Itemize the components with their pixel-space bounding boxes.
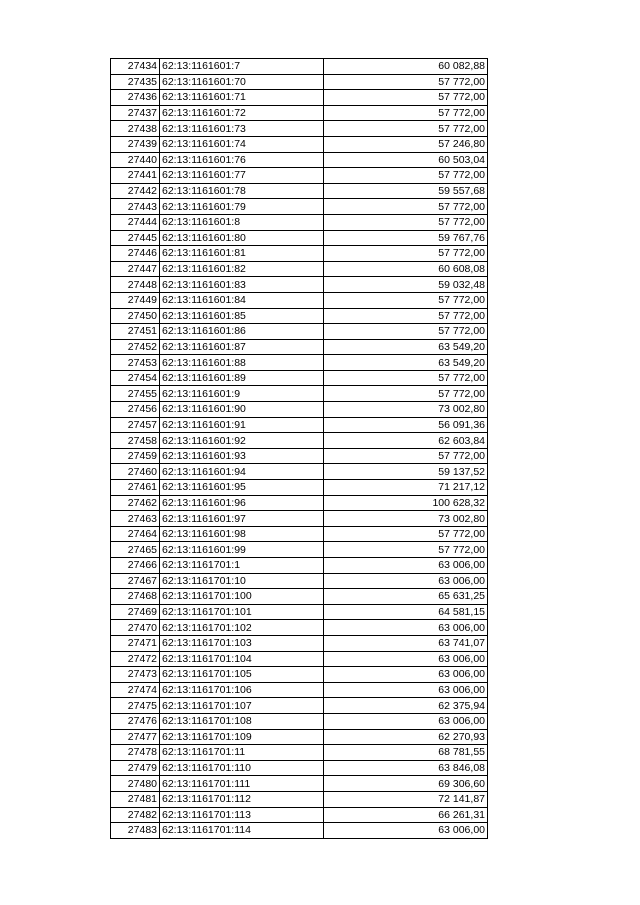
table-row bbox=[111, 620, 488, 636]
value-cell: 63 549,20 bbox=[324, 355, 488, 371]
cadastral-number-cell: 62:13:1161701:104 bbox=[160, 651, 324, 667]
cadastral-value-table bbox=[110, 58, 488, 839]
value-cell: 72 141,87 bbox=[324, 791, 488, 807]
value-cell: 57 772,00 bbox=[324, 90, 488, 106]
row-number-cell: 27453 bbox=[111, 355, 160, 371]
row-number-cell: 27469 bbox=[111, 604, 160, 620]
value-cell: 57 772,00 bbox=[324, 199, 488, 215]
table-row bbox=[111, 433, 488, 449]
table-row bbox=[111, 59, 488, 75]
table-row bbox=[111, 480, 488, 496]
row-number-cell: 27446 bbox=[111, 246, 160, 262]
cadastral-number-cell: 62:13:1161601:99 bbox=[160, 542, 324, 558]
cadastral-number-cell: 62:13:1161601:79 bbox=[160, 199, 324, 215]
table-row bbox=[111, 324, 488, 340]
value-cell: 63 006,00 bbox=[324, 620, 488, 636]
value-cell: 63 006,00 bbox=[324, 667, 488, 683]
cadastral-number-cell: 62:13:1161701:112 bbox=[160, 791, 324, 807]
table-row bbox=[111, 261, 488, 277]
cadastral-number-cell: 62:13:1161701:1 bbox=[160, 558, 324, 574]
value-cell: 57 772,00 bbox=[324, 324, 488, 340]
value-cell: 65 631,25 bbox=[324, 589, 488, 605]
table-row bbox=[111, 745, 488, 761]
row-number-cell: 27470 bbox=[111, 620, 160, 636]
row-number-cell: 27438 bbox=[111, 121, 160, 137]
row-number-cell: 27465 bbox=[111, 542, 160, 558]
table-row bbox=[111, 604, 488, 620]
table-row bbox=[111, 807, 488, 823]
row-number-cell: 27474 bbox=[111, 682, 160, 698]
cadastral-number-cell: 62:13:1161601:92 bbox=[160, 433, 324, 449]
row-number-cell: 27444 bbox=[111, 214, 160, 230]
table-row bbox=[111, 776, 488, 792]
cadastral-number-cell: 62:13:1161601:87 bbox=[160, 339, 324, 355]
cadastral-number-cell: 62:13:1161601:97 bbox=[160, 511, 324, 527]
value-cell: 56 091,36 bbox=[324, 417, 488, 433]
value-cell: 69 306,60 bbox=[324, 776, 488, 792]
table-row bbox=[111, 542, 488, 558]
value-cell: 60 082,88 bbox=[324, 59, 488, 75]
cadastral-number-cell: 62:13:1161701:107 bbox=[160, 698, 324, 714]
value-cell: 59 767,76 bbox=[324, 230, 488, 246]
cadastral-number-cell: 62:13:1161601:77 bbox=[160, 168, 324, 184]
cadastral-number-cell: 62:13:1161601:82 bbox=[160, 261, 324, 277]
table-row bbox=[111, 635, 488, 651]
cadastral-number-cell: 62:13:1161701:113 bbox=[160, 807, 324, 823]
cadastral-number-cell: 62:13:1161701:110 bbox=[160, 760, 324, 776]
table-row bbox=[111, 90, 488, 106]
cadastral-number-cell: 62:13:1161601:7 bbox=[160, 59, 324, 75]
table-row bbox=[111, 651, 488, 667]
table-row bbox=[111, 791, 488, 807]
value-cell: 57 772,00 bbox=[324, 168, 488, 184]
table-row bbox=[111, 511, 488, 527]
value-cell: 71 217,12 bbox=[324, 480, 488, 496]
value-cell: 57 246,80 bbox=[324, 136, 488, 152]
value-cell: 57 772,00 bbox=[324, 308, 488, 324]
cadastral-number-cell: 62:13:1161601:98 bbox=[160, 526, 324, 542]
table-row bbox=[111, 292, 488, 308]
value-cell: 57 772,00 bbox=[324, 542, 488, 558]
table-body bbox=[111, 59, 488, 839]
cadastral-number-cell: 62:13:1161601:86 bbox=[160, 324, 324, 340]
cadastral-number-cell: 62:13:1161601:91 bbox=[160, 417, 324, 433]
cadastral-number-cell: 62:13:1161601:73 bbox=[160, 121, 324, 137]
row-number-cell: 27463 bbox=[111, 511, 160, 527]
row-number-cell: 27482 bbox=[111, 807, 160, 823]
row-number-cell: 27440 bbox=[111, 152, 160, 168]
row-number-cell: 27468 bbox=[111, 589, 160, 605]
row-number-cell: 27471 bbox=[111, 635, 160, 651]
row-number-cell: 27472 bbox=[111, 651, 160, 667]
row-number-cell: 27434 bbox=[111, 59, 160, 75]
row-number-cell: 27462 bbox=[111, 495, 160, 511]
row-number-cell: 27461 bbox=[111, 480, 160, 496]
value-cell: 57 772,00 bbox=[324, 386, 488, 402]
cadastral-number-cell: 62:13:1161601:72 bbox=[160, 105, 324, 121]
row-number-cell: 27464 bbox=[111, 526, 160, 542]
row-number-cell: 27477 bbox=[111, 729, 160, 745]
table-row bbox=[111, 823, 488, 839]
cadastral-number-cell: 62:13:1161601:85 bbox=[160, 308, 324, 324]
value-cell: 73 002,80 bbox=[324, 511, 488, 527]
cadastral-number-cell: 62:13:1161601:9 bbox=[160, 386, 324, 402]
value-cell: 60 608,08 bbox=[324, 261, 488, 277]
cadastral-number-cell: 62:13:1161601:80 bbox=[160, 230, 324, 246]
cadastral-number-cell: 62:13:1161701:114 bbox=[160, 823, 324, 839]
value-cell: 63 006,00 bbox=[324, 558, 488, 574]
cadastral-number-cell: 62:13:1161601:84 bbox=[160, 292, 324, 308]
row-number-cell: 27480 bbox=[111, 776, 160, 792]
row-number-cell: 27479 bbox=[111, 760, 160, 776]
cadastral-number-cell: 62:13:1161701:101 bbox=[160, 604, 324, 620]
row-number-cell: 27481 bbox=[111, 791, 160, 807]
cadastral-number-cell: 62:13:1161601:95 bbox=[160, 480, 324, 496]
row-number-cell: 27450 bbox=[111, 308, 160, 324]
table-row bbox=[111, 370, 488, 386]
table-row bbox=[111, 402, 488, 418]
table-row bbox=[111, 246, 488, 262]
value-cell: 57 772,00 bbox=[324, 370, 488, 386]
row-number-cell: 27456 bbox=[111, 402, 160, 418]
table-row bbox=[111, 386, 488, 402]
row-number-cell: 27443 bbox=[111, 199, 160, 215]
row-number-cell: 27460 bbox=[111, 464, 160, 480]
cadastral-number-cell: 62:13:1161601:78 bbox=[160, 183, 324, 199]
row-number-cell: 27475 bbox=[111, 698, 160, 714]
cadastral-number-cell: 62:13:1161701:105 bbox=[160, 667, 324, 683]
cadastral-number-cell: 62:13:1161601:70 bbox=[160, 74, 324, 90]
table-row bbox=[111, 417, 488, 433]
table-row bbox=[111, 464, 488, 480]
table-row bbox=[111, 667, 488, 683]
value-cell: 68 781,55 bbox=[324, 745, 488, 761]
value-cell: 57 772,00 bbox=[324, 246, 488, 262]
cadastral-number-cell: 62:13:1161701:10 bbox=[160, 573, 324, 589]
row-number-cell: 27445 bbox=[111, 230, 160, 246]
row-number-cell: 27442 bbox=[111, 183, 160, 199]
value-cell: 64 581,15 bbox=[324, 604, 488, 620]
value-cell: 57 772,00 bbox=[324, 292, 488, 308]
cadastral-number-cell: 62:13:1161601:94 bbox=[160, 464, 324, 480]
row-number-cell: 27439 bbox=[111, 136, 160, 152]
cadastral-number-cell: 62:13:1161701:103 bbox=[160, 635, 324, 651]
cadastral-number-cell: 62:13:1161601:71 bbox=[160, 90, 324, 106]
cadastral-number-cell: 62:13:1161601:93 bbox=[160, 448, 324, 464]
table-row bbox=[111, 682, 488, 698]
table-row bbox=[111, 448, 488, 464]
table-row bbox=[111, 199, 488, 215]
value-cell: 57 772,00 bbox=[324, 214, 488, 230]
row-number-cell: 27449 bbox=[111, 292, 160, 308]
value-cell: 57 772,00 bbox=[324, 121, 488, 137]
cadastral-number-cell: 62:13:1161601:83 bbox=[160, 277, 324, 293]
row-number-cell: 27473 bbox=[111, 667, 160, 683]
cadastral-number-cell: 62:13:1161601:81 bbox=[160, 246, 324, 262]
row-number-cell: 27458 bbox=[111, 433, 160, 449]
row-number-cell: 27467 bbox=[111, 573, 160, 589]
table-row bbox=[111, 526, 488, 542]
table-row bbox=[111, 152, 488, 168]
table-row bbox=[111, 573, 488, 589]
value-cell: 63 006,00 bbox=[324, 651, 488, 667]
value-cell: 59 137,52 bbox=[324, 464, 488, 480]
row-number-cell: 27441 bbox=[111, 168, 160, 184]
row-number-cell: 27448 bbox=[111, 277, 160, 293]
cadastral-number-cell: 62:13:1161601:74 bbox=[160, 136, 324, 152]
value-cell: 63 006,00 bbox=[324, 713, 488, 729]
row-number-cell: 27466 bbox=[111, 558, 160, 574]
table-row bbox=[111, 121, 488, 137]
row-number-cell: 27435 bbox=[111, 74, 160, 90]
value-cell: 63 549,20 bbox=[324, 339, 488, 355]
table-row bbox=[111, 760, 488, 776]
row-number-cell: 27476 bbox=[111, 713, 160, 729]
row-number-cell: 27451 bbox=[111, 324, 160, 340]
table-row bbox=[111, 355, 488, 371]
cadastral-number-cell: 62:13:1161601:90 bbox=[160, 402, 324, 418]
row-number-cell: 27455 bbox=[111, 386, 160, 402]
value-cell: 63 006,00 bbox=[324, 573, 488, 589]
row-number-cell: 27478 bbox=[111, 745, 160, 761]
table-row bbox=[111, 713, 488, 729]
value-cell: 63 846,08 bbox=[324, 760, 488, 776]
cadastral-number-cell: 62:13:1161601:88 bbox=[160, 355, 324, 371]
table-row bbox=[111, 168, 488, 184]
value-cell: 60 503,04 bbox=[324, 152, 488, 168]
value-cell: 57 772,00 bbox=[324, 448, 488, 464]
cadastral-number-cell: 62:13:1161701:106 bbox=[160, 682, 324, 698]
value-cell: 57 772,00 bbox=[324, 105, 488, 121]
value-cell: 57 772,00 bbox=[324, 74, 488, 90]
cadastral-number-cell: 62:13:1161701:111 bbox=[160, 776, 324, 792]
row-number-cell: 27457 bbox=[111, 417, 160, 433]
row-number-cell: 27447 bbox=[111, 261, 160, 277]
row-number-cell: 27436 bbox=[111, 90, 160, 106]
row-number-cell: 27454 bbox=[111, 370, 160, 386]
value-cell: 59 032,48 bbox=[324, 277, 488, 293]
row-number-cell: 27437 bbox=[111, 105, 160, 121]
cadastral-number-cell: 62:13:1161701:11 bbox=[160, 745, 324, 761]
table-row bbox=[111, 589, 488, 605]
row-number-cell: 27452 bbox=[111, 339, 160, 355]
value-cell: 62 270,93 bbox=[324, 729, 488, 745]
cadastral-number-cell: 62:13:1161601:8 bbox=[160, 214, 324, 230]
cadastral-number-cell: 62:13:1161601:89 bbox=[160, 370, 324, 386]
table-row bbox=[111, 308, 488, 324]
row-number-cell: 27483 bbox=[111, 823, 160, 839]
table-row bbox=[111, 277, 488, 293]
value-cell: 62 375,94 bbox=[324, 698, 488, 714]
cadastral-number-cell: 62:13:1161701:109 bbox=[160, 729, 324, 745]
table-row bbox=[111, 214, 488, 230]
value-cell: 63 741,07 bbox=[324, 635, 488, 651]
value-cell: 57 772,00 bbox=[324, 526, 488, 542]
table-row bbox=[111, 339, 488, 355]
value-cell: 63 006,00 bbox=[324, 682, 488, 698]
cadastral-number-cell: 62:13:1161701:102 bbox=[160, 620, 324, 636]
cadastral-number-cell: 62:13:1161601:76 bbox=[160, 152, 324, 168]
table-row bbox=[111, 230, 488, 246]
table-row bbox=[111, 136, 488, 152]
table-row bbox=[111, 558, 488, 574]
cadastral-number-cell: 62:13:1161601:96 bbox=[160, 495, 324, 511]
value-cell: 62 603,84 bbox=[324, 433, 488, 449]
value-cell: 100 628,32 bbox=[324, 495, 488, 511]
table-row bbox=[111, 105, 488, 121]
cadastral-number-cell: 62:13:1161701:100 bbox=[160, 589, 324, 605]
value-cell: 59 557,68 bbox=[324, 183, 488, 199]
value-cell: 63 006,00 bbox=[324, 823, 488, 839]
value-cell: 73 002,80 bbox=[324, 402, 488, 418]
table-row bbox=[111, 495, 488, 511]
table-row bbox=[111, 74, 488, 90]
table-row bbox=[111, 183, 488, 199]
table-row bbox=[111, 729, 488, 745]
cadastral-number-cell: 62:13:1161701:108 bbox=[160, 713, 324, 729]
row-number-cell: 27459 bbox=[111, 448, 160, 464]
value-cell: 66 261,31 bbox=[324, 807, 488, 823]
table-row bbox=[111, 698, 488, 714]
